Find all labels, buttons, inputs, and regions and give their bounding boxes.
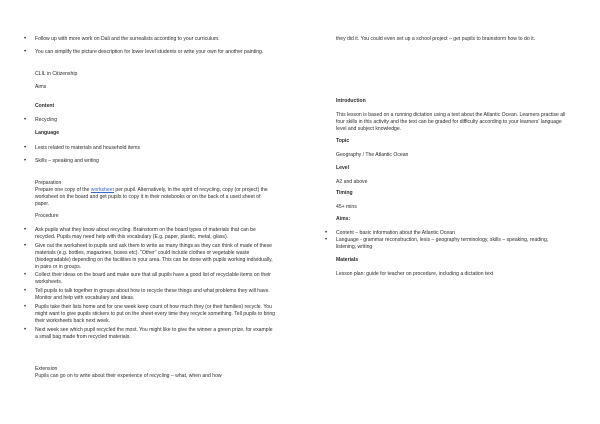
procedure-step: • Collect their ideas on the board and make sure that all pupils have a good list of recyclable items on their worksheets. [24,272,276,286]
aims-list [325,230,566,251]
list-item: • Content – basic information about the Atlantic Ocean [325,230,566,237]
materials-heading: Materials [336,257,359,263]
procedure-step: • Give out the worksheet to pupils and ask them to write as many things as they can think of made of these materials (e.g. bottles, magazines, boxes etc). “Other” could include clothes or vegetable waste (biodegradable) depending on the facilities in your area. This can be done with pupils working individually, in pairs or in groups. [24,243,276,271]
introduction-heading: Introduction [336,98,366,104]
extension-text: Pupils can go on to write about their experience of recycling – what, when and how [35,373,222,379]
procedure-list [24,227,276,341]
language-list-lexis [24,145,276,152]
simplify-bullets [24,49,276,56]
content-list [24,117,276,124]
list-item: • Skills – speaking and writing [24,158,276,165]
language-heading: Language [35,130,60,136]
procedure-step: • Ask pupils what they know about recycling. Brainstorm on the board types of materials that can be recycled. Pupils may need help with this vocabulary (E.g. paper, plastic, metal, glass). [24,227,276,241]
level-heading: Level [336,165,350,171]
topic-text: Geography / The Atlantic Ocean [336,152,409,158]
list-item: • Lexis related to materials and household items [24,145,276,152]
list-item: • Follow up with more work on Dali and the surrealists according to your curriculum. [24,36,276,43]
procedure-step: • Tell pupils to talk together in groups about how to recycle these things and what problems they will have. Monitor and help with vocabulary and ideas. [24,288,276,302]
list-item: • You can simplify the picture description for lower level students or write your own for another painting. [24,49,276,56]
procedure-step: • Next week see which pupil recycled the most. You might like to give the winner a green prize, for example a small bag made from recycled materials. [24,327,276,341]
introduction-text: This lesson is based on a running dictation using a text about the Atlantic Ocean. Learners practise all four skills in this activity and the text can be graded for difficulty according to your learners' language level and subject knowledge. [336,112,566,132]
level-text: A2 and above [336,179,368,185]
extension-heading: Extension [35,366,58,372]
aims-heading: Aims [35,84,47,90]
topic-heading: Topic [336,138,350,144]
preparation-text-after: per pupil. Alternatively, in the spirit of recycling, copy (or project) the worksheet on the board and get pupils to copy it in their notebooks or on the back of a used sheet of paper. [35,187,268,207]
worksheet-link[interactable]: worksheet [90,187,115,193]
language-list-skills [24,158,276,165]
preparation-text [35,187,275,208]
preparation-text-before: Prepare one copy of the [35,187,91,193]
materials-text: Lesson plan: guide for teacher on procedure, including a dictation text [336,271,494,277]
aims-heading-right: Aims: [336,216,351,222]
preparation-heading: Preparation [35,180,62,186]
procedure-step: • Pupils take their lists home and for one week keep count of how much they (or their families) recycle. You might want to give pupils stickers to put on the sheet every time they recycle something. Tell pupils to bring their worksheets back next week. [24,304,276,325]
timing-text: 45+ mins [336,204,357,210]
dali-bullets [24,36,276,43]
continuation-text: they did it. You could even set up a school project – get pupils to brainstorm how to do it. [336,36,536,42]
clil-heading: CLIL in Citizenship [35,71,78,77]
timing-heading: Timing [336,190,353,196]
procedure-heading: Procedure [35,213,59,219]
list-item: • Recycling [24,117,276,124]
content-heading: Content [35,103,55,109]
list-item: • Language - grammar reconstruction, lexis – geography terminology, skills – speaking, reading, listening, writing [325,237,566,251]
